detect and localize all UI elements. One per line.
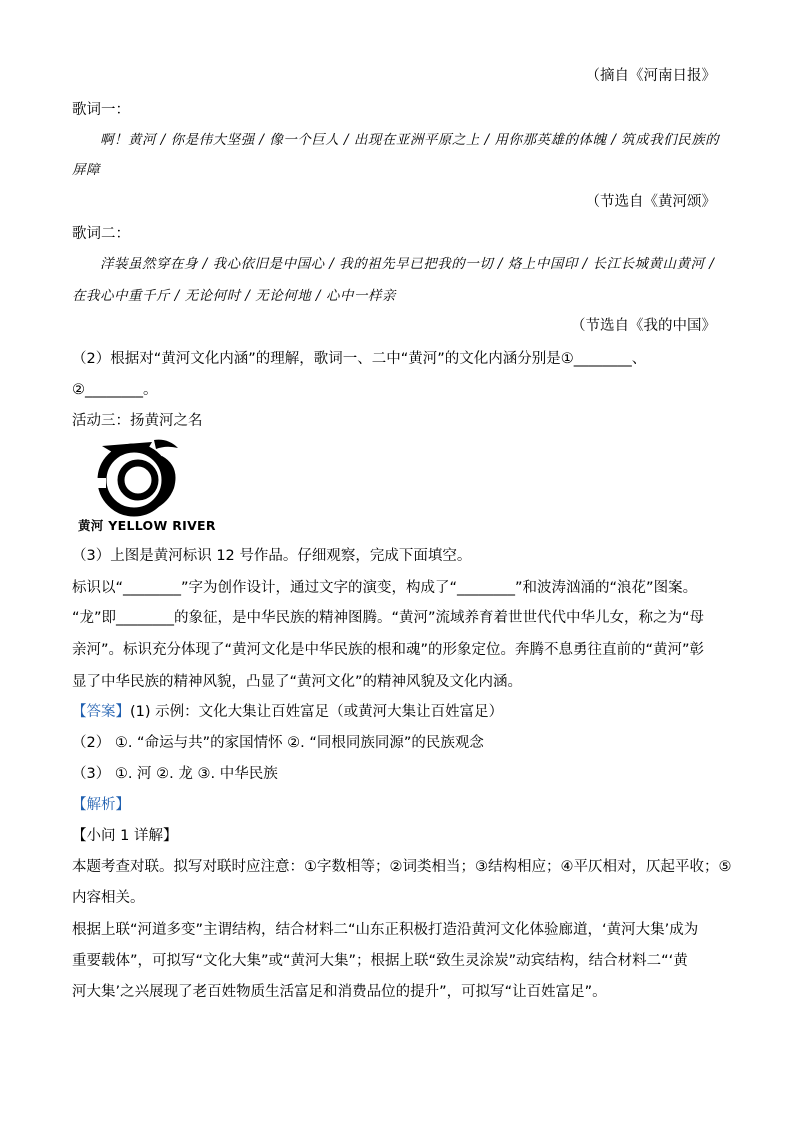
lyric-2-title: 歌词二： xyxy=(72,226,130,242)
detail-line-5: 河大集’之兴展现了老百姓物质生活富足和消费品位的提升”，可拟写“让百姓富足”。 xyxy=(72,984,607,1000)
detail-line-3: 根据上联“河道多变”主谓结构，结合材料二“山东正积极打造沿黄河文化体验廊道，‘黄河大集’成为 xyxy=(72,922,699,938)
answer-1: (1) 示例：文化大集让百姓富足（或黄河大集让百姓富足） xyxy=(130,704,504,720)
analysis-label: 【解析】 xyxy=(72,797,130,813)
question-2-line-2: ②________。 xyxy=(72,382,158,398)
answer-row-1 xyxy=(72,702,503,722)
question-2-line-1: （2）根据对“黄河文化内涵”的理解，歌词一、二中“黄河”的文化内涵分别是①________、 xyxy=(72,351,647,367)
logo-caption: 黄河 YELLOW RIVER xyxy=(78,518,216,533)
source-huanghe-song: （节选自《黄河颂》 xyxy=(585,194,716,210)
yellow-river-logo xyxy=(78,436,216,536)
detail-label: 【小问 1 详解】 xyxy=(72,828,178,844)
question-3-line-2: 标识以“________”字为创作设计，通过文字的演变，构成了“________”和波涛汹涌的“浪花”图案。 xyxy=(72,580,698,596)
lyric-2-line-2: 在我心中重千斤 / 无论何时 / 无论何地 / 心中一样亲 xyxy=(72,288,396,304)
question-3-line-4: 亲河”。标识充分体现了“黄河文化是中华民族的根和魂”的形象定位。奔腾不息勇往直前的“黄河”彰 xyxy=(72,642,705,658)
detail-line-2: 内容相关。 xyxy=(72,890,145,906)
activity-3-title: 活动三：扬黄河之名 xyxy=(72,413,203,429)
lyric-1-title: 歌词一： xyxy=(72,102,130,118)
answer-label: 【答案】 xyxy=(72,704,130,720)
lyric-2-line-1: 洋装虽然穿在身 / 我心依旧是中国心 / 我的祖先早已把我的一切 / 烙上中国印 / 长江长城黄山黄河 / xyxy=(100,256,715,272)
source-henan-daily: （摘自《河南日报》 xyxy=(585,68,716,84)
source-my-china: （节选自《我的中国》 xyxy=(571,318,716,334)
lyric-1-line-2: 屏障 xyxy=(72,162,100,178)
answer-2: （2） ①. “命运与共”的家国情怀 ②. “同根同族同源”的民族观念 xyxy=(72,735,484,751)
answer-3: （3） ①. 河 ②. 龙 ③. 中华民族 xyxy=(72,766,278,782)
question-3-line-3: “龙”即________的象征，是中华民族的精神图腾。“黄河”流域养育着世世代代中华儿女，称之为“母 xyxy=(72,610,705,626)
detail-line-4: 重要载体”，可拟写“文化大集”或“黄河大集”；根据上联“致生灵涂炭”动宾结构，结合材料二“‘黄 xyxy=(72,953,688,969)
lyric-1-line-1: 啊！黄河 / 你是伟大坚强 / 像一个巨人 / 出现在亚洲平原之上 / 用你那英雄的体魄 / 筑成我们民族的 xyxy=(100,132,720,148)
question-3-line-5: 显了中华民族的精神风貌，凸显了“黄河文化”的精神风貌及文化内涵。 xyxy=(72,674,523,690)
question-3-line-1: （3）上图是黄河标识 12 号作品。仔细观察，完成下面填空。 xyxy=(72,548,472,564)
detail-line-1: 本题考查对联。拟写对联时应注意：①字数相等；②词类相当；③结构相应；④平仄相对，仄起平收；⑤ xyxy=(72,859,732,875)
